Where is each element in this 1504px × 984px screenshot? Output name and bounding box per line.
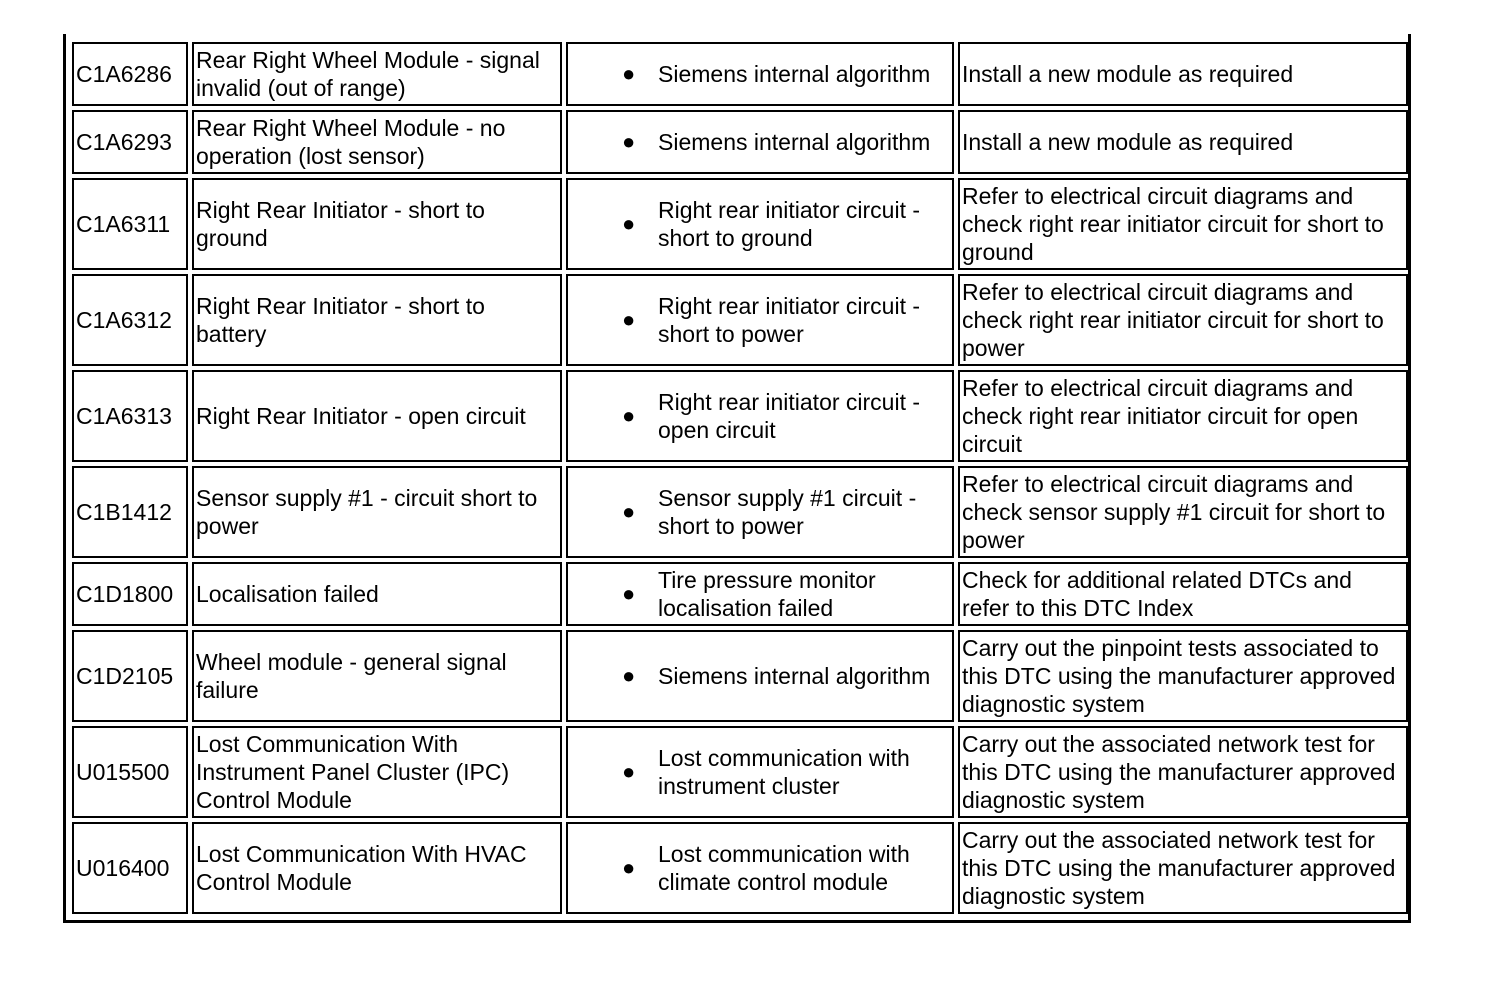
dtc-cause-text: Siemens internal algorithm: [658, 663, 931, 689]
bullet-icon: ●: [622, 307, 636, 332]
dtc-code: C1D1800: [72, 562, 188, 626]
dtc-action: Check for additional related DTCs and refer to this DTC Index: [958, 562, 1408, 626]
dtc-table: [68, 38, 1412, 918]
dtc-action: Carry out the pinpoint tests associated to this DTC using the manufacturer approved diagnostic system: [958, 630, 1408, 722]
dtc-code: C1A6313: [72, 370, 188, 462]
dtc-description: Right Rear Initiator - short to battery: [192, 274, 562, 366]
dtc-action: Refer to electrical circuit diagrams and check right rear initiator circuit for short to ground: [958, 178, 1408, 270]
dtc-cause: [566, 110, 954, 174]
table-row: [72, 274, 1408, 366]
dtc-cause: [566, 370, 954, 462]
dtc-cause: [566, 178, 954, 270]
dtc-description: Lost Communication With Instrument Panel Cluster (IPC) Control Module: [192, 726, 562, 818]
bullet-icon: ●: [622, 61, 636, 86]
dtc-cause-text: Right rear initiator circuit - open circuit: [658, 389, 921, 443]
dtc-action: Refer to electrical circuit diagrams and check right rear initiator circuit for short to power: [958, 274, 1408, 366]
dtc-action: Refer to electrical circuit diagrams and check sensor supply #1 circuit for short to power: [958, 466, 1408, 558]
dtc-action: Install a new module as required: [958, 110, 1408, 174]
dtc-description: Right Rear Initiator - short to ground: [192, 178, 562, 270]
dtc-cause-text: Lost communication with climate control module: [658, 841, 910, 895]
bullet-icon: ●: [622, 581, 636, 606]
dtc-action: Install a new module as required: [958, 42, 1408, 106]
dtc-description: Right Rear Initiator - open circuit: [192, 370, 562, 462]
table-row: [72, 822, 1408, 914]
table-row: [72, 562, 1408, 626]
dtc-cause: [566, 562, 954, 626]
dtc-code: C1A6286: [72, 42, 188, 106]
dtc-cause-text: Lost communication with instrument cluster: [658, 745, 910, 799]
dtc-cause: [566, 274, 954, 366]
dtc-code: U015500: [72, 726, 188, 818]
dtc-description: Localisation failed: [192, 562, 562, 626]
table-row: [72, 630, 1408, 722]
bullet-icon: ●: [622, 855, 636, 880]
dtc-cause: [566, 630, 954, 722]
bullet-icon: ●: [622, 129, 636, 154]
dtc-code: U016400: [72, 822, 188, 914]
dtc-cause-text: Tire pressure monitor localisation failed: [658, 567, 876, 621]
table-row: [72, 42, 1408, 106]
dtc-description: Rear Right Wheel Module - signal invalid (out of range): [192, 42, 562, 106]
dtc-cause: [566, 466, 954, 558]
bullet-icon: ●: [622, 499, 636, 524]
dtc-action: Refer to electrical circuit diagrams and check right rear initiator circuit for open circuit: [958, 370, 1408, 462]
dtc-action: Carry out the associated network test for this DTC using the manufacturer approved diagnostic system: [958, 726, 1408, 818]
dtc-code: C1D2105: [72, 630, 188, 722]
table-row: [72, 370, 1408, 462]
dtc-cause-text: Right rear initiator circuit - short to ground: [658, 197, 921, 251]
bullet-icon: ●: [622, 211, 636, 236]
dtc-cause-text: Siemens internal algorithm: [658, 129, 931, 155]
dtc-description: Wheel module - general signal failure: [192, 630, 562, 722]
dtc-code: C1A6311: [72, 178, 188, 270]
dtc-table-frame: [63, 34, 1411, 923]
dtc-description: Lost Communication With HVAC Control Module: [192, 822, 562, 914]
dtc-cause-text: Right rear initiator circuit - short to power: [658, 293, 921, 347]
dtc-code: C1A6293: [72, 110, 188, 174]
dtc-description: Rear Right Wheel Module - no operation (lost sensor): [192, 110, 562, 174]
dtc-description: Sensor supply #1 - circuit short to power: [192, 466, 562, 558]
bullet-icon: ●: [622, 403, 636, 428]
dtc-code: C1B1412: [72, 466, 188, 558]
dtc-cause-text: Siemens internal algorithm: [658, 61, 931, 87]
dtc-cause: [566, 726, 954, 818]
dtc-cause-text: Sensor supply #1 circuit - short to power: [658, 485, 917, 539]
table-row: [72, 726, 1408, 818]
table-row: [72, 178, 1408, 270]
bullet-icon: ●: [622, 663, 636, 688]
table-row: [72, 110, 1408, 174]
dtc-cause: [566, 822, 954, 914]
dtc-action: Carry out the associated network test for this DTC using the manufacturer approved diagnostic system: [958, 822, 1408, 914]
dtc-cause: [566, 42, 954, 106]
table-row: [72, 466, 1408, 558]
dtc-code: C1A6312: [72, 274, 188, 366]
bullet-icon: ●: [622, 759, 636, 784]
